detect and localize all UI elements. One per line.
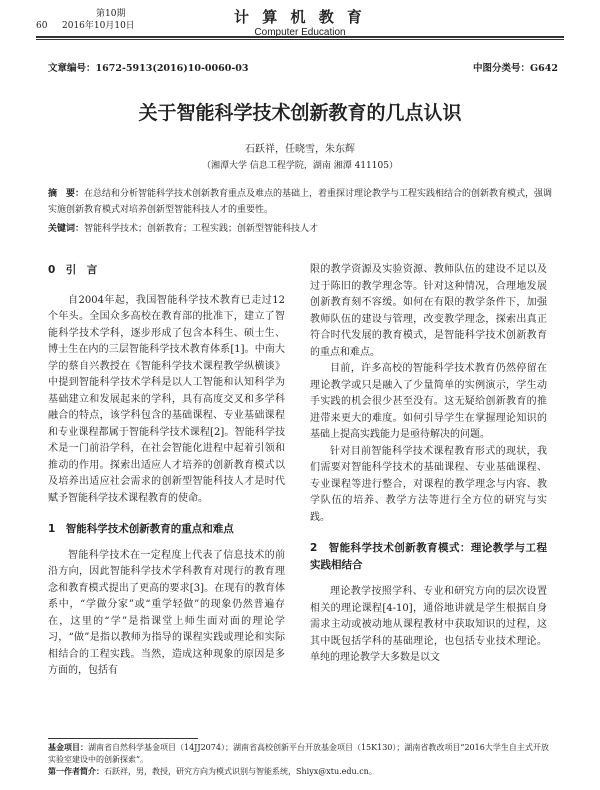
fund-label: 基金项目： xyxy=(48,743,88,752)
abstract-label: 摘 要： xyxy=(48,189,85,199)
footnote-rule xyxy=(48,738,198,739)
author-bio-text: 石跃祥，男，教授，研究方向为模式识别与智能系统，Shiyx@xtu.edu.cn。 xyxy=(104,767,377,776)
continued-paragraph: 限的教学资源及实验资源、教师队伍的建设不足以及过于陈旧的教学理念等。针对这种情况，合理地发展创新教育刻不容缓。如何在有限的教学条件下，加强教师队伍的建设与管理，改变教学理念，探索出真正符合时代发展的教育模式，是智能科学技术创新教育的重点和难点。 xyxy=(310,264,547,358)
header-rule xyxy=(36,36,564,38)
left-column xyxy=(48,262,285,680)
section1-paragraph: 智能科学技术在一定程度上代表了信息技术的前沿方向，因此智能科学技术学科教育对现行的教育理念和教育模式提出了更高的要求[3]。在现有的教育体系中，“学做分家”或“重学轻做”的现象仍然普遍存在，这里的“学”是指课堂上师生面对面的理论学习，“做”是指以教师为指导的课程实践或理论和实际相结合的工程实践。当然，造成这种现象的原因是多方面的，包括有 xyxy=(48,549,285,676)
author-list: 石跃祥，任晓雪，朱东辉 xyxy=(245,144,355,155)
author-affiliation: （湘潭大学 信息工程学院，湖南 湘潭 411105） xyxy=(202,161,398,171)
issue-date: 2016年10月10日 xyxy=(62,21,135,31)
keywords-text: 智能科学技术；创新教育；工程实践；创新型智能科技人才 xyxy=(84,224,319,234)
abstract-text: 在总结和分析智能科学技术创新教育重点及难点的基础上，着重探讨理论教学与工程实践相结合的创新教育模式，强调实施创新教育模式对培养创新型智能科技人才的重要性。 xyxy=(48,189,553,215)
keywords xyxy=(48,221,554,234)
abstract xyxy=(48,186,554,218)
journal-name xyxy=(0,6,600,38)
page-number: 60 xyxy=(36,21,48,31)
footnote xyxy=(48,742,554,778)
right-paragraph-3: 针对目前智能科学技术课程教育形式的现状，我们需要对智能科学技术的基础课程、专业基础课程、专业课程等进行整合，对课程的教学理念与内容、教学队伍的培养、教学方法等进行全方位的研究与实践。 xyxy=(310,445,547,523)
journal-title-cn: 计 算 机 教 育 xyxy=(234,8,366,26)
article-number: 文章编号：1672-5913(2016)10-0060-03 xyxy=(48,63,249,74)
section-heading-1: 1 智能科学技术创新教育的重点和难点 xyxy=(48,523,234,535)
classification-number: 中图分类号：G642 xyxy=(473,63,558,74)
section2-paragraph: 理论教学按照学科、专业和研究方向的层次设置相关的理论课程[4-10]，通俗地讲就是学生根据自身需求主动或被动地从课程教材中获取知识的过程，这其中既包括学科的基础理论，也包括专业技术理论。单纯的理论教学大多数是以文 xyxy=(310,586,547,663)
author-bio-label: 第一作者简介： xyxy=(48,767,104,776)
section-heading-introduction: 0 引 言 xyxy=(48,264,98,276)
article-title: 关于智能科学技术创新教育的几点认识 xyxy=(138,102,462,124)
fund-text: 湖南省自然科学基金项目（14JJ2074）；湖南省高校创新平台开放基金项目（15K130）；湖南省教改项目“2016大学生自主式开放实验室建设中的创新探索”。 xyxy=(48,743,549,764)
header-rule-thin xyxy=(36,39,564,40)
right-column xyxy=(310,262,547,667)
intro-paragraph: 自2004年起，我国智能科学技术教育已走过12个年头。全国众多高校在教育部的批准下，建立了智能科学技术学科，逐步形成了包含本科生、硕士生、博士生在内的三层智能科学技术教育体系[1]。中南大学的蔡自兴教授在《智能科学技术课程教学纵横谈》中提到智能科学技术学科是以人工智能和认知科学为基础建立和发展起来的学科，具有高度交叉和多学科融合的特点，该学科包含的基础课程、专业基础课程和专业课程都属于智能科学技术课程[2]。智能科学技术是一门前沿学科，在社会智能化进程中起着引领和推动的作用。探索出适应人才培养的创新教育模式以及培养出适应社会需求的创新型智能科技人才是时代赋予智能科学技术课程教育的使命。 xyxy=(48,294,285,504)
keywords-label: 关键词： xyxy=(48,224,85,234)
journal-title-en: Computer Education xyxy=(254,27,346,38)
issue-label: 第10期 xyxy=(96,9,126,19)
section-heading-2: 2 智能科学技术创新教育模式：理论教学与工程实践相结合 xyxy=(310,542,547,571)
right-paragraph-2: 目前，许多高校的智能科学技术教育仍然停留在理论教学或只是融入了少量简单的实例演示，学生动手实践的机会很少甚至没有。这无疑给创新教育的推进带来更大的难度。如何引导学生在掌握理论知识的基础上提高实践能力是亟待解决的问题。 xyxy=(310,363,547,440)
